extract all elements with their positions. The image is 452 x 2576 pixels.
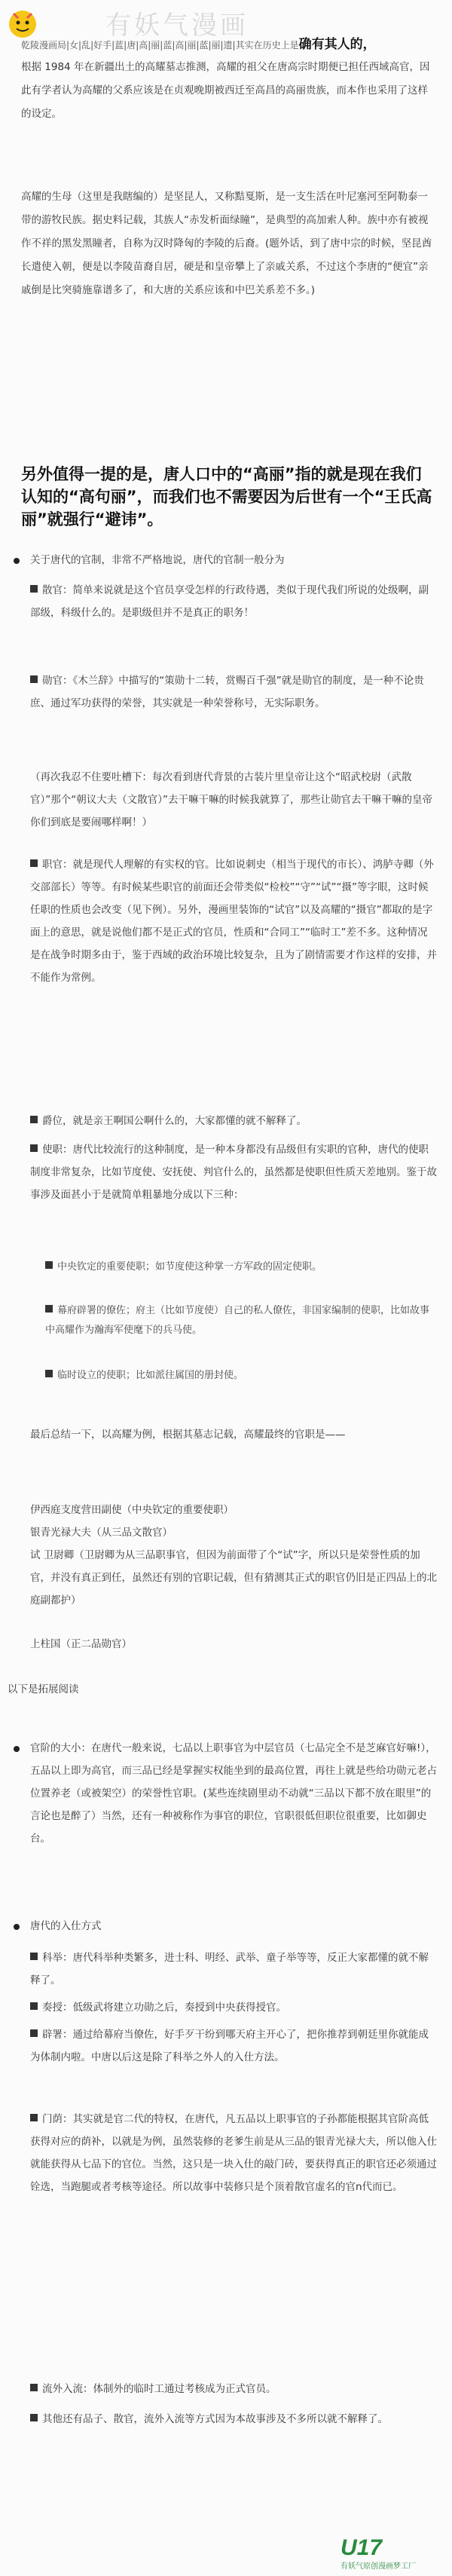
title-item: 伊西庭支度营田副使（中央钦定的重要使职） (30, 1504, 234, 1516)
entry-item: 科举：唐代科举种类繁多，进士科、明经、武举、童子举等等，反正大家都懂的就不解释了。 (30, 1952, 429, 1986)
title-item: 银青光禄大夫（从三品文散官） (30, 1527, 173, 1539)
subtype-item: 幕府辟署的僚佐；府主（比如节度使）自己的私人僚佐，非国家编制的使职，比如故事中高耀作为瀚海军使麾下的兵马使。 (45, 1305, 430, 1336)
watermark: 有妖气漫画 (105, 11, 249, 41)
office-item: 散官：简单来说就是这个官员享受怎样的行政待遇，类似于现代我们所说的处级啊，副部级，科级什么的。是职级但并不是真正的职务！ (30, 584, 429, 619)
title-item: 上柱国（正二品勋官） (30, 1638, 132, 1650)
office-item: 职官：就是现代人理解的有实权的官。比如说刺史（相当于现代的市长）、鸿胪寺卿（外交部部长）等等。有时候某些职官的前面还会带类似“检校”“守”“试”“摄”等字眼，这时候任职的性质也会改变（见下例）。另外，漫画里装饰的“试官”以及高耀的“摄官”都取的是字面上的意思，就是说他们都不是正式的官员，性质和“合同工”“临时工”差不多。这种情况是在战争时期多由于，鉴于西域的政治环境比较复杂，且为了剧情需要才作这样的安排，并不能作为常例。 (30, 859, 437, 984)
title-item: 试 卫尉卿（卫尉卿为从三品职事官，但因为前面带了个“试”字，所以只是荣誉性质的加官，并没有真正到任，虽然还有别的官职记载，但有猜测其正式的职官仍旧是正四品上的北庭副都护） (30, 1549, 437, 1607)
intro-paragraph: 乾陵漫画局|女|乱|好手|蓝|唐|高|丽|蓝|高|丽|蓝|丽|遗|其实在历史上是确有其人的， (21, 37, 376, 52)
section-heading: 唐代的入仕方式 (30, 1920, 102, 1932)
entry-item: 其他还有品子、散官，流外入流等方式因为本故事涉及不多所以就不解释了。 (30, 2408, 437, 2431)
entry-item: 流外入流：体制外的临时工通过考核成为正式官员。 (30, 2378, 437, 2400)
office-item: 勋官：《木兰辞》中描写的“策勋十二转，赏赐百千强”就是勋官的制度，是一种不论贵庶、通过军功获得的荣誉，其实就是一种荣誉称号，无实际职务。 (30, 675, 424, 709)
subtype-item: 中央钦定的重要使职；如节度使这种掌一方军政的固定使职。 (45, 1257, 429, 1277)
office-item: 爵位，就是亲王啊国公啊什么的，大家都懂的就不解释了。 (30, 1110, 437, 1132)
subtype-item: 临时设立的使职；比如派往属国的册封使。 (45, 1366, 429, 1386)
section-heading: 以下是拓展阅读 (8, 1683, 79, 1695)
intro-paragraph: 根据 1984 年在新疆出土的高耀墓志推测，高耀的祖父在唐高宗时期便已担任西域高官，因此有学者认为高耀的父系应该是在贞观晚期被西迁至高昌的高丽贵族，而本作也采用了这样的设定。 (21, 61, 430, 120)
intro-paragraph: 高耀的生母（这里是我瞎编的）是坚昆人，又称黠戛斯，是一支生活在叶尼塞河至阿勒泰一带的游牧民族。据史料记载，其族人“赤发析面绿瞳”，是典型的高加索人种。族中亦有被视作不祥的黑发黑瞳者，自称为汉时降匈的李陵的后裔。(题外话，到了唐中宗的时候，坚昆酋长遣使入朝，便是以李陵苗裔自居，硬是和皇帝攀上了亲戚关系，不过这个李唐的“便宜”亲戚倒是比突骑施靠谱多了，和大唐的关系应该和中巴关系差不多。) (21, 191, 432, 296)
summary-text: 最后总结一下，以高耀为例，根据其墓志记载，高耀最终的官职是—— (30, 1429, 346, 1441)
entry-item: 奏授：低级武将建立功勋之后，奏授到中央获得授官。 (30, 1996, 437, 2019)
office-note: （再次我忍不住要吐槽下：每次看到唐代背景的古装片里皇帝让这个“昭武校尉（武散官）”那个“朝议大夫（文散官）”去干嘛干嘛的时候我就算了，那些让勋官去干嘛干嘛的皇帝你们到底是要闹哪样啊！） (30, 771, 432, 829)
entry-item: 门荫：其实就是官二代的特权，在唐代，凡五品以上职事官的子孙都能根据其官阶高低获得对应的荫补，以就是为例，虽然装修的老爹生前是从三品的银青光禄大夫，所以他入仕就能获得从七品下的官位。当然，这只是一块入仕的敲门砖，要获得真正的职官还必须通过铨选，当跑腿或者考核等途径。所以故事中装修只是个顶着散官虚名的官n代而已。 (30, 2113, 437, 2193)
entry-item: 辟署：通过给幕府当僚佐，好手歹干纷到哪天府主开心了，把你推荐到朝廷里你就能成为体制内啦。中唐以后这是除了科举之外人的入仕方法。 (30, 2029, 429, 2063)
u17-logo: U17 有妖气原创漫画梦工厂 (341, 2535, 416, 2571)
extension-paragraph: 官阶的大小：在唐代一般来说，七品以上职事官为中层官员（七品完全不是芝麻官好嘛!），五品以上即为高官，而三品已经是掌握实权能坐到的最高位置，再往上就是些给功勋元老占位置养老（或被架空）的荣誉性官职。(某些连续剧里动不动就“三品以下都不放在眼里”的言论也是醉了）当然，还有一种被称作为事官的职位，官职很低但职位很重要，比如御史台。 (30, 1742, 437, 1845)
office-item: 使职：唐代比较流行的这种制度，是一种本身都没有品级但有实职的官种，唐代的使职制度非常复杂，比如节度使、安抚使、判官什么的，虽然都是使职但性质天差地别。鉴于故事涉及面甚小于是就简单粗暴地分成以下三种： (30, 1144, 437, 1201)
highlight-note: 另外值得一提的是，唐人口中的“高丽”指的就是现在我们认知的“高句丽”，而我们也不需要因为后世有一个“王氏高丽”就强行“避讳”。 (21, 465, 432, 528)
office-intro: 关于唐代的官制，非常不严格地说，唐代的官制一般分为 (30, 554, 285, 566)
